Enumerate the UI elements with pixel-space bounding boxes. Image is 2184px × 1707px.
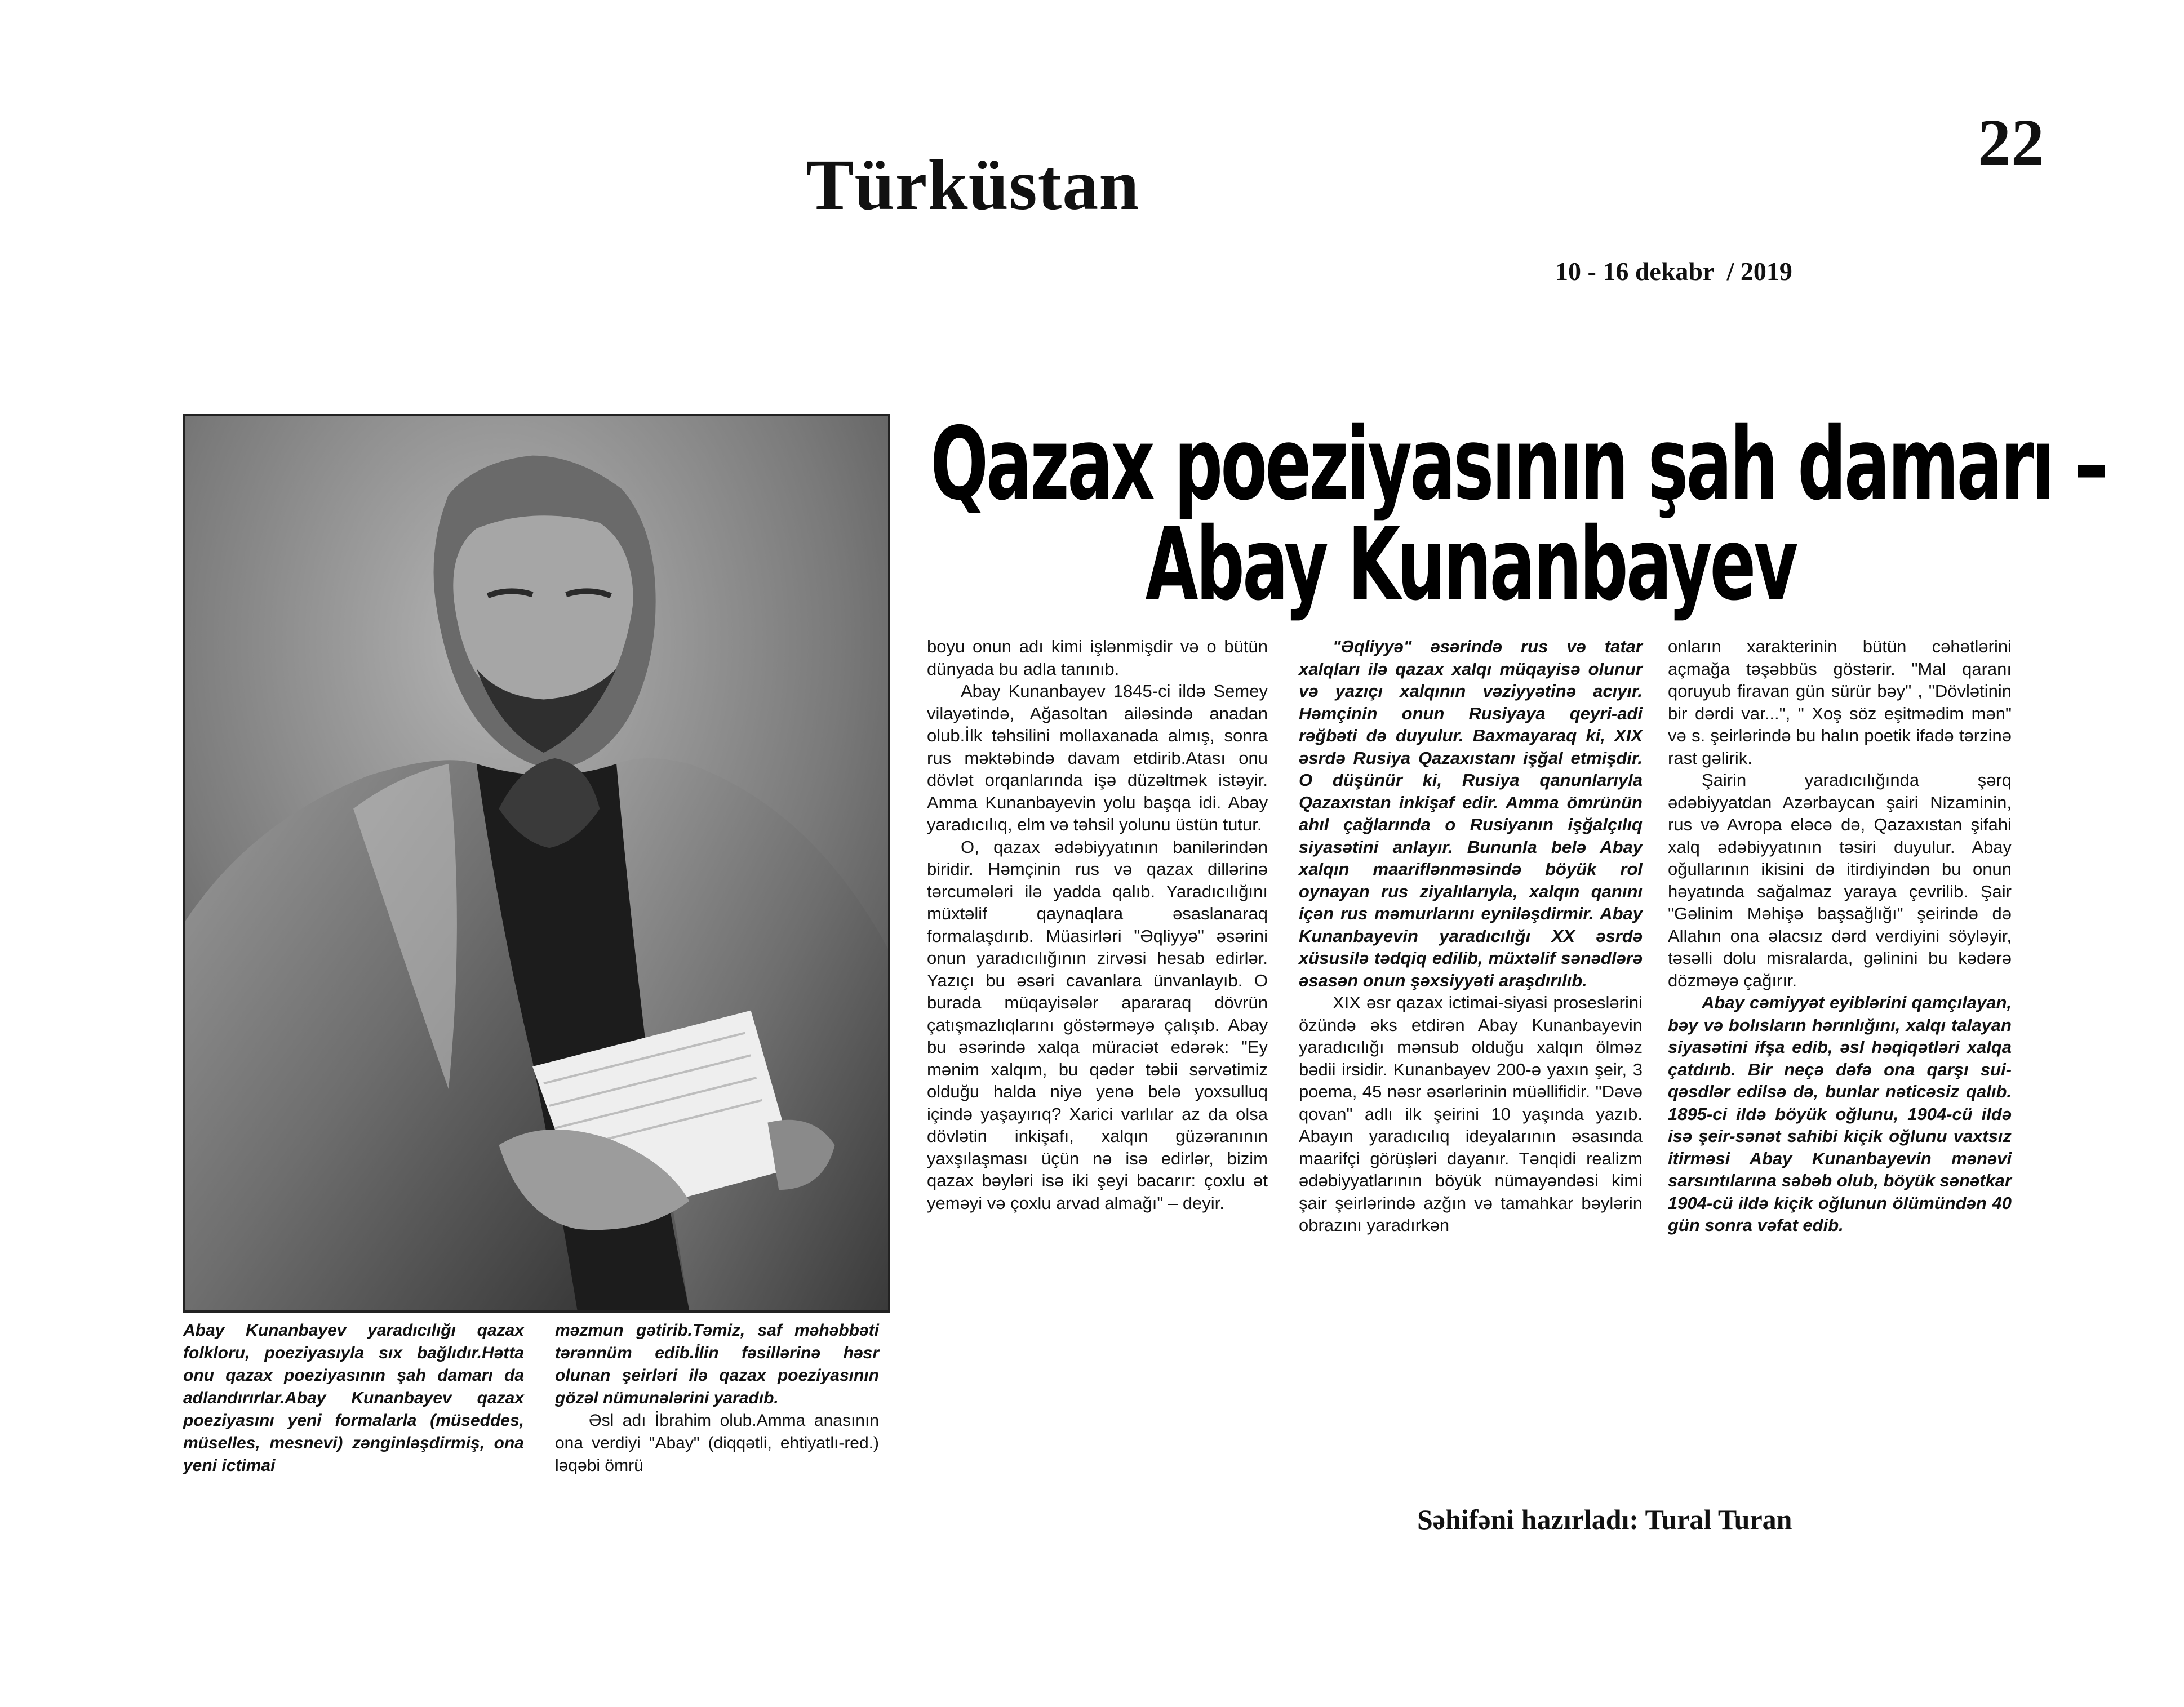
caption-text-2: məzmun gətirib.Təmiz, saf məhəbbəti tərənnüm edib.İlin fəsillərinə həsr olunan şeirləri ilə qazax poeziyasının gözəl nümunələrini yaradıb.	[555, 1321, 879, 1407]
headline-line-2: Abay Kunanbayev	[1145, 506, 1796, 623]
photo-caption-column-1	[183, 1319, 524, 1477]
article-paragraph: XIX əsr qazax ictimai-siyasi proseslərini özündə əks etdirən Abay Kunanbayevin yaradıcılığı mənsub olduğu xalqın ölməz bədii irsidir. Kunanbayev 200-ə yaxın şeir, 3 poema, 45 nəsr əsərlərinin müəllifidir. "Dəvə qovan" adlı ilk şeirini 10 yaşında yazıb. Abayın yaradıcılıq ideyalarının əsasında maarifçi görüşləri dayanır. Tənqidi realizm ədəbiyyatlarının böyük nümayəndəsi kimi şair şeirlərində azğın və tamahkar bəylərin obrazını yaradırkən	[1299, 993, 1643, 1235]
headline-line-1: Qazax poeziyasının şah damarı –	[930, 406, 2106, 522]
photo-caption-column-2	[555, 1319, 879, 1477]
article-column-1	[927, 635, 1268, 1214]
article-paragraph: onların xarakterinin bütün cəhətlərini açmağa təşəbbüs göstərir. "Mal qaranı qoruyub firavan gün sürür bəy" , "Dövlətinin bir dərdi var...", " Xoş söz eşitmədim mən" və s. şeirlərində bu halın poetik ifadə tərzinə rast gəlirik.	[1668, 637, 2012, 768]
article-paragraph: boyu onun adı kimi işlənmişdir və o bütün dünyada bu adla tanınıb.	[927, 637, 1268, 679]
article-paragraph: O, qazax ədəbiyyatının banilərindən biridir. Həmçinin rus və qazax dillərinə tərcumələri ilə yadda qalıb. Yaradıcılığını müxtəlif qaynaqlara əsaslanaraq formalaşdırıb. Müasirləri "Əqliyyə" əsərini onun yaradıcılığının zirvəsi hesab edirlər. Yazıçı bu əsəri cavanlara ünvanlayıb. O burada müqayisələr apararaq dövrün çatışmazlıqlarını göstərməyə çalışıb. Abay bu əsərində xalqa müraciət edərək: "Ey mənim xalqım, bu qədər təbii sərvətimiz olduğu halda niyə yenə belə yoxsulluq içində yaşayırıq? Xarici varlılar az da olsa dövlətin inkişafı, xalqın güzəranının yaxşılaşması üçün nə isə edirlər, bizim qazax bəyləri isə iki şeyi bacarır: çoxlu ət yeməyi və çoxlu arvad almağı" – deyir.	[927, 837, 1268, 1213]
article-headline	[930, 406, 2106, 623]
article-column-3	[1668, 635, 2012, 1237]
article-paragraph-italic: "Əqliyyə" əsərində rus və tatar xalqları ilə qazax xalqı müqayisə olunur və yazıçı xalqının vəziyyətinə acıyır. Həmçinin onun Rusiyaya qeyri-adi rəğbəti də duyulur. Baxmayaraq ki, XIX əsrdə Rusiya Qazaxıstanı işğal etmişdir. O düşünür ki, Rusiya qanunlarıyla Qazaxıstan inkişaf edir. Amma ömrünün ahıl çağlarında o Rusiyanın işğalçılıq siyasətini anlayır. Bununla belə Abay xalqın maariflənməsində böyük rol oynayan rus ziyalılarıyla, xalqın qanını içən rus məmurlarını eyniləşdirmir. Abay Kunanbayevin yaradıcılığı XX əsrdə xüsusilə tədqiq edilib, müxtəlif sənədlərə əsasən onun şəxsiyyəti araşdırılıb.	[1299, 637, 1643, 990]
article-column-2	[1299, 635, 1643, 1237]
caption-text-2-plain: Əsl adı İbrahim olub.Amma anasının ona verdiyi "Abay" (diqqətli, ehtiyatlı-red.) ləqəbi ömrü	[555, 1411, 879, 1475]
portrait-illustration	[185, 416, 888, 1310]
article-paragraph-italic: Abay cəmiyyət eyiblərini qamçılayan, bəy və bolısların hərınlığını, xalqı talayan siyasətini ifşa edib, əsl həqiqətləri xalqa çatdırıb. Bir neçə dəfə ona qarşı sui-qəsdlər edilsə də, bunlar nəticəsiz qalıb. 1895-ci ildə böyük oğlunu, 1904-cü ildə isə şeir-sənət sahibi kiçik oğlunu vaxtsız itirməsi Abay Kunanbayevin mənəvi sarsıntılarına səbəb olub, böyük sənətkar 1904-cü ildə kiçik oğlunun ölümündən 40 gün sonra vəfat edib.	[1668, 993, 2012, 1235]
portrait-photo	[183, 414, 890, 1313]
article-paragraph: Şairin yaradıcılığında şərq ədəbiyyatdan Azərbaycan şairi Nizaminin, rus və Avropa eləcə də, Qazaxıstan şifahi xalq ədəbiyyatının təsiri duyulur. Abay oğullarının ikisini də itirdiyindən bu onun həyatında sağalmaz yaraya çevrilib. Şair "Gəlinim Məhişə başsağlığı" şeirində də Allahın ona əlacsız dərd verdiyini söyləyir, təsəlli dolu misralarda, gəlinini bu kədərə dözməyə çağırır.	[1668, 770, 2012, 990]
caption-text-1: Abay Kunanbayev yaradıcılığı qazax folkloru, poeziyasıyla sıx bağlıdır.Hətta onu qazax poeziyasının şah damarı da adlandırırlar.Abay Kunanbayev qazax poeziyasını yeni formalarla (müseddes, müselles, mesnevi) zənginləşdirmiş, ona yeni ictimai	[183, 1321, 524, 1475]
page-number: 22	[1978, 105, 2044, 179]
article-paragraph: Abay Kunanbayev 1845-ci ildə Semey vilayətində, Ağasoltan ailəsində anadan olub.İlk təhsilini mollaxanada almış, sonra rus məktəbində davam etdirib.Atası onu dövlət orqanlarında işə düzəltmək istəyir. Amma Kunanbayevin yolu başqa idi. Abay yaradıcılıq, elm və təhsil yolunu üstün tutur.	[927, 681, 1268, 834]
author-byline: Səhifəni hazırladı: Tural Turan	[1417, 1504, 1792, 1535]
issue-date: 10 - 16 dekabr / 2019	[1555, 257, 1792, 286]
newspaper-masthead: Türküstan	[806, 145, 1140, 225]
